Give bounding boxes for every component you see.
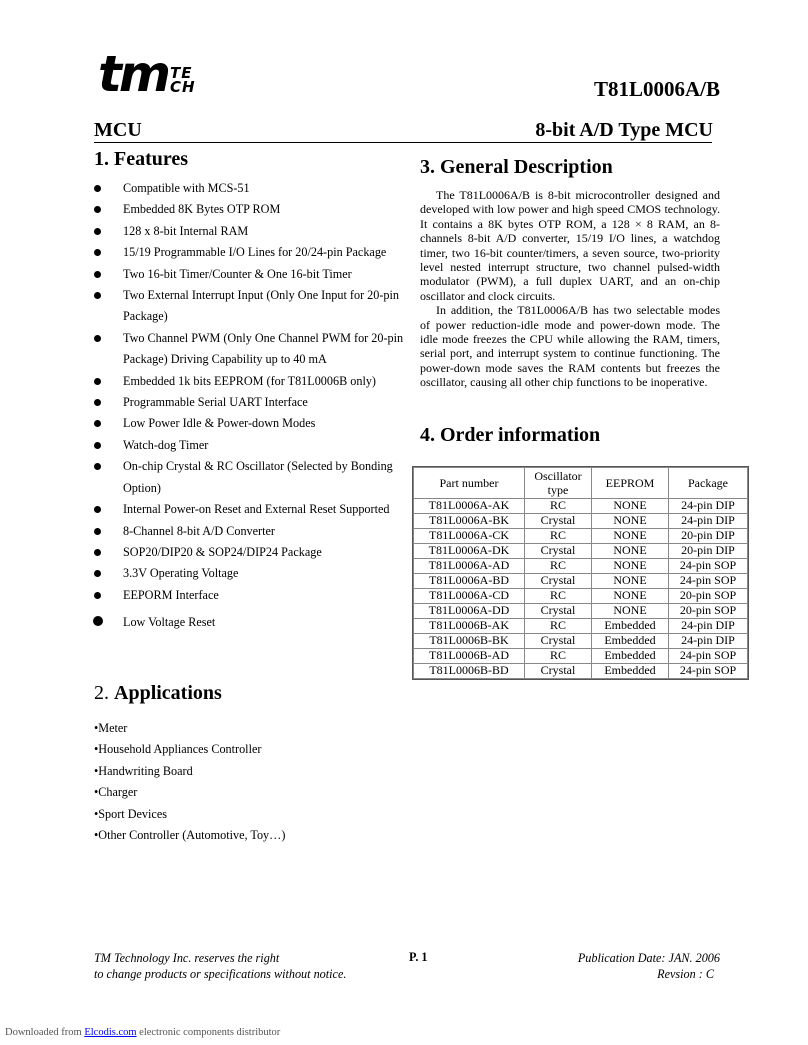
application-item: •Household Appliances Controller: [94, 742, 262, 757]
table-cell: Embedded: [592, 664, 669, 679]
feature-item: [94, 563, 404, 584]
logo-tm: tm: [98, 45, 169, 103]
table-cell: RC: [525, 589, 592, 604]
part-number: T81L0006A/B: [593, 77, 720, 101]
table-cell: Crystal: [525, 514, 592, 529]
feature-item: [94, 435, 404, 456]
feature-text: EEPORM Interface: [123, 587, 219, 602]
bullet-icon: [94, 570, 101, 577]
feature-item: [94, 264, 404, 285]
table-cell: 20-pin DIP: [669, 544, 748, 559]
order-header-cell: Oscillator type: [525, 468, 592, 499]
table-row: [414, 589, 748, 604]
feature-text: Two Channel PWM (Only One Channel PWM for 20-pin Package) Driving Capability up to 40 mA: [123, 330, 404, 367]
application-item: •Meter: [94, 721, 128, 735]
description-body: [420, 188, 720, 390]
features-title: 1. Features: [94, 148, 189, 170]
table-cell: T81L0006B-BD: [414, 664, 525, 679]
table-cell: 20-pin SOP: [669, 604, 748, 619]
table-cell: 24-pin DIP: [669, 619, 748, 634]
elcodis-link[interactable]: Elcodis.com: [84, 1027, 137, 1038]
header-left: MCU: [94, 119, 142, 141]
applications-title: 2. Applications: [94, 682, 222, 704]
footer-right: Publication Date: JAN. 2006 Revsion : C: [577, 951, 720, 981]
feature-item: [94, 199, 404, 220]
feature-item: [94, 585, 404, 606]
table-row: [414, 664, 748, 679]
bullet-icon: [94, 185, 101, 192]
bullet-icon: [94, 592, 101, 599]
page-number: P. 1: [409, 950, 428, 964]
table-cell: RC: [525, 619, 592, 634]
table-row: [414, 544, 748, 559]
feature-text: Watch-dog Timer: [123, 437, 209, 452]
feature-item: [94, 456, 404, 499]
feature-text: On-chip Crystal & RC Oscillator (Selected by Bonding Option): [123, 459, 393, 495]
table-cell: 24-pin SOP: [669, 559, 748, 574]
application-item: •Handwriting Board: [94, 763, 193, 778]
table-cell: Crystal: [525, 544, 592, 559]
table-row: [414, 529, 748, 544]
bullet-icon: [94, 549, 101, 556]
table-cell: Embedded: [592, 634, 669, 649]
table-cell: RC: [525, 529, 592, 544]
logo-tech: TE CH: [170, 64, 196, 96]
table-cell: RC: [525, 649, 592, 664]
bullet-icon: [93, 616, 103, 626]
feature-item: [94, 542, 404, 563]
table-cell: 24-pin DIP: [669, 514, 748, 529]
feature-text: 128 x 8-bit Internal RAM: [123, 223, 249, 238]
table-cell: Embedded: [592, 649, 669, 664]
table-cell: NONE: [592, 499, 669, 514]
header-rule: [94, 142, 712, 143]
feature-item: [94, 178, 404, 199]
table-cell: 20-pin SOP: [669, 589, 748, 604]
table-row: [414, 619, 748, 634]
feature-text: Two External Interrupt Input (Only One Input for 20-pin Package): [123, 288, 400, 324]
bullet-icon: [94, 335, 101, 342]
bullet-icon: [94, 463, 101, 470]
table-row: [414, 649, 748, 664]
table-cell: 24-pin DIP: [669, 634, 748, 649]
table-cell: NONE: [592, 514, 669, 529]
bullet-icon: [94, 271, 101, 278]
footer-left: TM Technology Inc. reserves the right to change products or specifications without notice.: [94, 951, 347, 981]
table-row: [414, 574, 748, 589]
feature-item: [94, 392, 404, 413]
feature-text: 3.3V Operating Voltage: [123, 566, 239, 581]
table-cell: T81L0006A-BK: [414, 514, 525, 529]
feature-text: Embedded 8K Bytes OTP ROM: [123, 202, 281, 217]
table-cell: T81L0006B-BK: [414, 634, 525, 649]
table-cell: NONE: [592, 544, 669, 559]
order-header-cell: EEPROM: [592, 468, 669, 499]
table-cell: Crystal: [525, 664, 592, 679]
bullet-icon: [94, 506, 101, 513]
table-row: [414, 499, 748, 514]
feature-item: [94, 285, 404, 328]
table-cell: Crystal: [525, 574, 592, 589]
bullet-icon: [94, 420, 101, 427]
table-row: [414, 634, 748, 649]
feature-item: [94, 328, 404, 371]
order-header-cell: Package: [669, 468, 748, 499]
feature-item: [94, 521, 404, 542]
application-item: •Other Controller (Automotive, Toy…): [94, 828, 286, 843]
feature-text: 15/19 Programmable I/O Lines for 20/24-pin Package: [123, 245, 387, 260]
table-cell: NONE: [592, 604, 669, 619]
bullet-icon: [94, 206, 101, 213]
feature-text: Programmable Serial UART Interface: [123, 395, 308, 410]
order-header-cell: Part number: [414, 468, 525, 499]
feature-text: Low Voltage Reset: [123, 615, 216, 630]
table-cell: T81L0006A-DK: [414, 544, 525, 559]
order-header-row: [414, 468, 748, 499]
feature-text: Internal Power-on Reset and External Reset Supported: [123, 502, 390, 517]
table-cell: 24-pin SOP: [669, 649, 748, 664]
description-para-2: In addition, the T81L0006A/B has two selectable modes of power reduction-idle mode and power-down mode. The idle mode freezes the CPU while allowing the RAM, timers, serial port, and interrupt system to continue functioning. The power-down mode saves the RAM contents but freezes the oscillator, causing all other chip functions to be inoperative.: [420, 303, 720, 390]
feature-text: Low Power Idle & Power-down Modes: [123, 416, 316, 431]
table-cell: NONE: [592, 574, 669, 589]
table-cell: NONE: [592, 589, 669, 604]
bullet-icon: [94, 442, 101, 449]
order-table: [413, 467, 748, 679]
feature-text: Embedded 1k bits EEPROM (for T81L0006B only): [123, 373, 376, 388]
bullet-icon: [94, 399, 101, 406]
feature-text: SOP20/DIP20 & SOP24/DIP24 Package: [123, 544, 322, 559]
table-row: [414, 514, 748, 529]
feature-item: [94, 371, 404, 392]
description-para-1: The T81L0006A/B is 8-bit microcontroller designed and developed with low power and high speed CMOS technology. It contains a 8K bytes OTP ROM, a 128 × 8 RAM, an 8-channels 8-bit A/D converter, 15/19 I/O lines, a watchdog timer, two 16-bit counter/timers, a seven source, two-priority level nested interrupt structure, two channel pulsed-width modulator (PWM), a full duplex UART, and an on-chip oscillator and clock circuits.: [420, 188, 720, 303]
feature-item: [94, 612, 404, 633]
feature-text: Two 16-bit Timer/Counter & One 16-bit Timer: [123, 266, 352, 281]
table-cell: T81L0006A-DD: [414, 604, 525, 619]
bullet-icon: [94, 249, 101, 256]
table-cell: T81L0006A-AK: [414, 499, 525, 514]
table-cell: Crystal: [525, 604, 592, 619]
table-cell: 20-pin DIP: [669, 529, 748, 544]
table-cell: 24-pin SOP: [669, 664, 748, 679]
applications-list: [94, 718, 285, 846]
bullet-icon: [94, 528, 101, 535]
description-title: 3. General Description: [420, 156, 613, 178]
table-cell: T81L0006A-CK: [414, 529, 525, 544]
table-cell: T81L0006B-AD: [414, 649, 525, 664]
table-cell: Embedded: [592, 619, 669, 634]
table-cell: T81L0006A-BD: [414, 574, 525, 589]
bullet-icon: [94, 228, 101, 235]
table-cell: RC: [525, 499, 592, 514]
table-cell: RC: [525, 559, 592, 574]
feature-item: [94, 413, 404, 434]
feature-item: [94, 221, 404, 242]
download-note: Downloaded from Elcodis.com electronic components distributor: [5, 1027, 281, 1038]
table-cell: 24-pin DIP: [669, 499, 748, 514]
table-cell: NONE: [592, 529, 669, 544]
application-item: •Sport Devices: [94, 806, 167, 821]
application-item: •Charger: [94, 785, 138, 800]
bullet-icon: [94, 292, 101, 299]
bullet-icon: [94, 378, 101, 385]
features-list: [94, 178, 404, 634]
order-title: 4. Order information: [420, 424, 601, 446]
table-cell: T81L0006A-AD: [414, 559, 525, 574]
table-cell: T81L0006A-CD: [414, 589, 525, 604]
feature-item: [94, 242, 404, 263]
table-row: [414, 559, 748, 574]
table-cell: 24-pin SOP: [669, 574, 748, 589]
feature-text: Compatible with MCS-51: [123, 181, 250, 195]
header-right: 8-bit A/D Type MCU: [535, 119, 713, 141]
feature-text: 8-Channel 8-bit A/D Converter: [123, 523, 275, 538]
table-row: [414, 604, 748, 619]
table-cell: Crystal: [525, 634, 592, 649]
feature-item: [94, 499, 404, 520]
table-cell: T81L0006B-AK: [414, 619, 525, 634]
table-cell: NONE: [592, 559, 669, 574]
